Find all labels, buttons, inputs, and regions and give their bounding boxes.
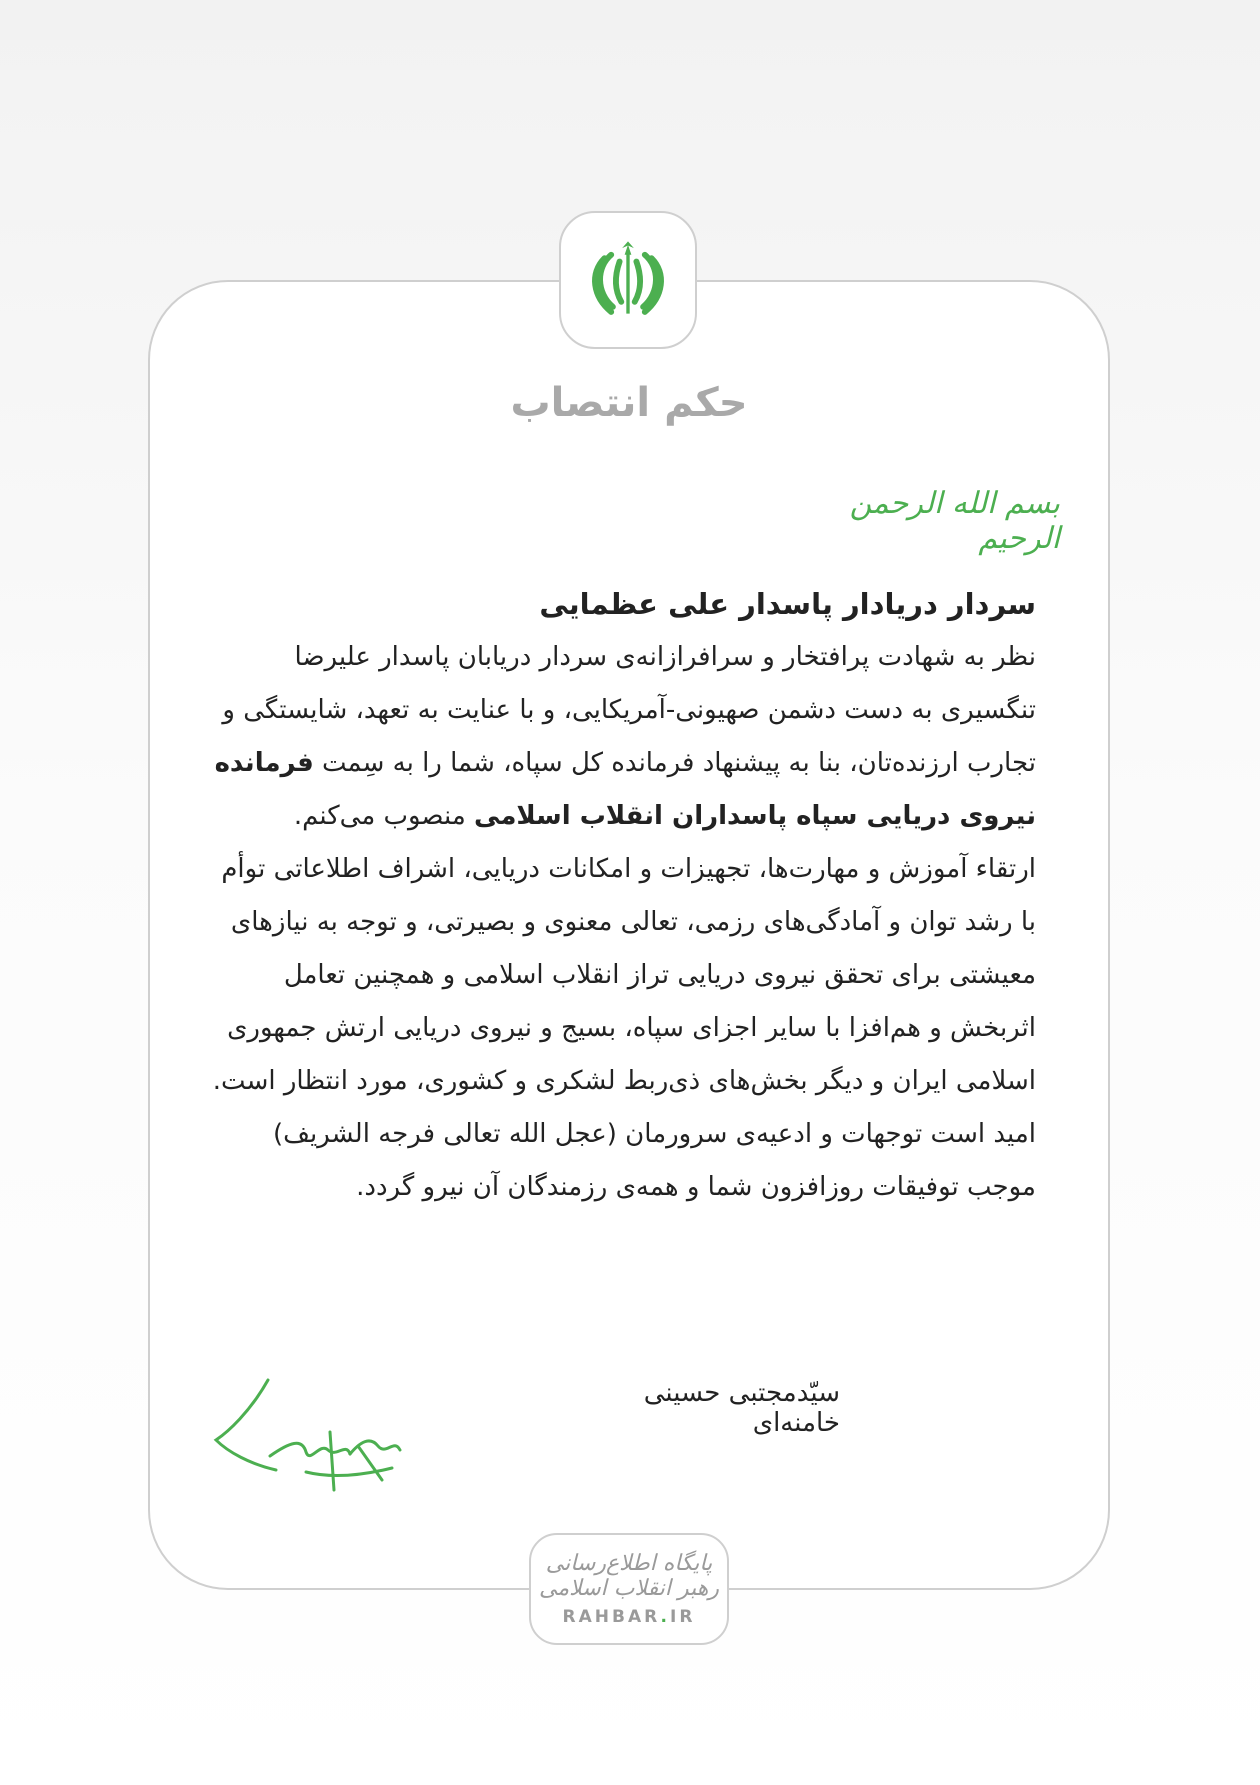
logo-url bbox=[531, 1607, 727, 1627]
logo-url-tld: IR bbox=[670, 1607, 696, 1627]
signer-name: سیّدمجتبی حسینی خامنه‌ای bbox=[643, 1378, 840, 1438]
appointment-text-1: نظر به شهادت پرافتخار و سرافرازانه‌ی سردار دریابان پاسدار علیرضا تنگسیری به دست دشمن صهیونی-آمریکایی، و با عنایت به تعهد، شایستگی و تجارب ارزنده‌تان، بنا به پیشنهاد فرمانده کل سپاه، شما را به سِمت bbox=[222, 642, 1036, 778]
rahbar-logo bbox=[529, 1533, 729, 1645]
paragraph-appointment bbox=[200, 631, 1036, 843]
iran-emblem-icon bbox=[586, 238, 670, 322]
logo-calligraphy: پایگاه اطلاع‌رسانی رهبر انقلاب اسلامی bbox=[539, 1551, 719, 1601]
paragraph-expectations: ارتقاء آموزش و مهارت‌ها، تجهیزات و امکانات دریایی، اشراف اطلاعاتی توأم با رشد توان و آمادگی‌های رزمی، تعالی معنوی و بصیرتی، و توجه به نیازهای معیشتی برای تحقق نیروی دریایی تراز انقلاب اسلامی و همچنین تعامل اثربخش و هم‌افزا با سایر اجزای سپاه، بسیج و نیروی دریایی ارتش جمهوری اسلامی ایران و دیگر بخش‌های ذی‌ربط لشکری و کشوری، مورد انتظار است. bbox=[212, 854, 1036, 1096]
decree-body bbox=[200, 578, 1036, 1214]
appointment-position: فرمانده نیروی دریایی سپاه پاسداران انقلاب اسلامی bbox=[214, 748, 1036, 831]
bismillah-calligraphy: بسم الله الرحمن الرحیم bbox=[849, 486, 1060, 556]
logo-url-main: RAHBAR bbox=[562, 1607, 661, 1627]
page-title: حکم انتصاب bbox=[510, 380, 748, 426]
signature-mark bbox=[210, 1372, 410, 1502]
paragraph-prayer: امید است توجهات و ادعیه‌ی سرورمان (عجل الله تعالی فرجه الشریف) موجب توفیقات روزافزون شما و همه‌ی رزمندگان آن نیرو گردد. bbox=[272, 1119, 1036, 1202]
logo-url-dot: . bbox=[660, 1607, 671, 1627]
emblem-badge bbox=[559, 211, 697, 349]
appointment-text-2: منصوب می‌کنم. bbox=[293, 801, 466, 831]
addressee: سردار دریادار پاسدار علی عظمایی bbox=[539, 587, 1036, 621]
